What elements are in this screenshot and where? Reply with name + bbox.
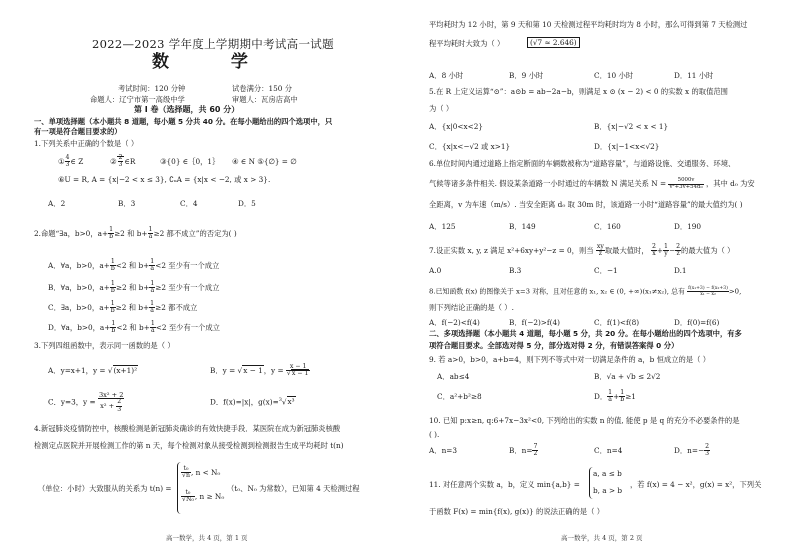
q7-option-d: D.1 (674, 266, 687, 275)
q11-case1: a, a ≤ b (593, 469, 622, 478)
exam-score: 试卷满分：150 分 (232, 84, 293, 93)
q10-line2: ( ). (429, 430, 440, 439)
q1-option-c: C．4 (180, 199, 198, 208)
q8-option-d: D．f(0)=f(6) (674, 318, 720, 327)
q4-line1: 4.新冠肺炎疫情防控中，核酸检测是新冠肺炎确诊的有效快捷手段．某医院在成为新冠肺炎核酸 (34, 424, 341, 433)
q10-option-a: A．n=3 (429, 446, 458, 455)
q1-item6: ⑥U = R, A = {x|−2 < x ≤ 3}, ∁ᵤA = {x|x < −2, 或 x > 3}. (58, 175, 271, 184)
q7-option-a: A.0 (429, 266, 442, 275)
q4-cont-line2: 程平均耗时大致为（ ） (429, 39, 505, 48)
q2-option-d: D．∀a，b>0，a+ $\frac{1}{b}$ <2 和 b+ $\frac{1}{a}$ <2 至少有一个成立 (48, 320, 220, 335)
q5-line2: 为（ ） (429, 104, 454, 113)
q3-option-c: C．y=3，y = 3x² + 2 x² + $\frac{2}{3}$ (48, 391, 124, 413)
q8-option-c: C．f(1)<f(8) (594, 318, 640, 327)
q5-option-c: C．{x|x<−√2 或 x>1} (429, 142, 511, 151)
q11-case2: b, a > b (593, 486, 623, 495)
q9-stem: 9. 若 a>0，b>0，a+b=4，则下列不等式中对一切满足条件的 a，b 恒成立的是（ ） (429, 355, 711, 364)
q3-option-a: A．y=x+1，y = √(x+1)² (48, 366, 138, 375)
q10-option-c: C．n=4 (594, 446, 623, 455)
exam-title: 2022—2023 学年度上学期期中考试高一试题 (92, 37, 334, 51)
q4-line2: 检测定点医院并开展检测工作的第 n 天，每个检测对象从接受检测到检测报告生成平均耗时 t(n) (34, 441, 344, 450)
footer-page-2: 高一数学，共 4 页，第 2 页 (561, 534, 643, 542)
q11-line1a: 11. 对任意两个实数 a，b，定义 min{a,b} = (429, 480, 580, 489)
subject-title: 数 学 (152, 52, 276, 72)
q8-line1: 8.已知函数 f(x) 的图像关于 x=3 对称，且对任意的 x₁, x₂ ∈ (0, +∞)(x₁≠x₂), 总有 $\frac{\text{f(x₁+3) − f(x₂+3)}}{\text{x₁ − x₂}}$ >0, (429, 286, 742, 297)
q5-line1: 5.在 R 上定义运算“⊙”：a⊙b = ab−2a−b，则满足 x ⊙ (x − 2) < 0 的实数 x 的取值范围 (429, 87, 728, 96)
q9-option-b: B．√a + √b ≤ 2√2 (594, 372, 661, 381)
q11-line1b: ，若 f(x) = 4 − x²，g(x) = x²，下列关 (630, 480, 762, 489)
section-two-line2: 项符合题目要求。全部选对得 5 分，部分选对得 2 分，有错误答案得 0 分） (429, 341, 679, 350)
q4-option-c: C．10 小时 (594, 71, 634, 80)
q10-option-d: D．n=− $\frac{2}{3}$ (674, 443, 710, 458)
part-one-heading: 第 Ⅰ 卷（选择题，共 60 分） (134, 105, 240, 114)
q6-option-b: B．149 (509, 222, 536, 231)
q1-option-b: B．3 (118, 199, 136, 208)
footer-page-1: 高一数学，共 4 页，第 1 页 (166, 534, 248, 542)
q7-line1: 7.设正实数 x, y, z 满足 x²+6xy+y²−z = 0，则当 $\frac{xy}{z}$ 取最大值时， $\frac{2}{x}$ + $\frac{1}{y}$ − $\frac{2}{z}$ 的最大值为（ ） (429, 243, 735, 258)
q9-option-a: A．ab≤4 (437, 372, 470, 381)
q1-item1: ① $\frac{4}{3}$ ∈ Z (58, 154, 84, 169)
q10-line1: 10. 已知 p:x≥n, q:6+7x−3x²<0, 下列给出的实数 n 的值, 能使 p 是 q 的充分不必要条件的是 (429, 416, 740, 425)
exam-author: 命题人：辽宁市第一高级中学 (90, 95, 185, 104)
q2-option-c: C．∃a，b>0，a+ $\frac{1}{b}$ ≥2 和 b+ $\frac{1}{a}$ ≥2 都不成立 (48, 300, 198, 315)
q9-option-c: C．a²+b²≥8 (437, 392, 482, 401)
q6-option-d: D．190 (674, 222, 702, 231)
q9-option-d: D． $\frac{1}{a}$ + $\frac{1}{b}$ ≥1 (594, 389, 636, 404)
q5-option-d: D．{x|−1<x<√2} (594, 142, 660, 151)
q2-option-b: B．∀a，b>0，a+ $\frac{1}{b}$ ≥2 和 b+ $\frac{1}{a}$ ≥2 至少有一个成立 (48, 280, 220, 295)
q7-option-b: B.3 (509, 266, 522, 275)
q1-option-a: A．2 (48, 199, 66, 208)
page-2 (397, 0, 794, 558)
q1-option-d: D．5 (238, 199, 256, 208)
q6-option-c: C．160 (594, 222, 621, 231)
q8-option-b: B．f(−2)>f(4) (509, 318, 560, 327)
q6-option-a: A．125 (429, 222, 456, 231)
q4-case1: $\frac{\text{t₀}}{√n}$ , n < N₀ (182, 465, 221, 480)
exam-reviewer: 审题人：瓦房店高中 (232, 95, 298, 104)
q1-item4: ④ ∈ N ⑤{∅} = ∅ (232, 157, 297, 166)
q2-option-a: A．∀a，b>0，a+ $\frac{1}{b}$ <2 和 b+ $\frac{1}{a}$ <2 至少有一个成立 (48, 258, 220, 273)
section-two-line1: 二、多项选择题（本小题共 4 道题，每小题 5 分，共 20 分。在每小题给出的四个选项中，有多 (429, 329, 742, 338)
section-one-line2: 有一项是符合题目要求的） (34, 127, 122, 136)
q4-line3b: （t₀、N₀ 为常数），已知第 4 天检测过程 (227, 484, 360, 493)
q4-option-a: A．8 小时 (429, 71, 464, 80)
q3-option-d: D．f(x)=|x|，g(x)=$^3$√x³ (210, 397, 295, 407)
q4-option-b: B．9 小时 (509, 71, 544, 80)
q6-line1: 6.单位时间内通过道路上指定断面的车辆数被称为“道路容量”，与道路设施、交通服务、环境、 (429, 159, 736, 168)
q4-approx: (√7 ≈ 2.646) (527, 37, 580, 48)
q3-stem: 3.下列四组函数中，表示同一函数的是（ ） (34, 341, 175, 350)
q1-item3: ③{0} ∈｛0，1｝ (160, 157, 220, 166)
section-one-line1: 一、单项选择题（本小题共 8 道题，每小题 5 分共 40 分。在每小题给出的四个选项中，只 (34, 117, 333, 126)
q10-option-b: B．n= $\frac{7}{2}$ (509, 443, 538, 458)
q11-line2: 于函数 F(x) = min{f(x), g(x)} 的说法正确的是（ ） (429, 507, 605, 516)
q4-cont-line1: 平均耗时为 12 小时，第 9 天和第 10 天检测过程平均耗时均为 8 小时，那么可得到第 7 天检测过 (429, 20, 748, 29)
exam-time: 考试时间：120 分钟 (118, 84, 186, 93)
q5-option-a: A．{x|0<x<2} (429, 122, 484, 131)
q4-case2: $\frac{\text{t₀}}{\text{√N₀}}$ , n ≥ N₀ (182, 489, 225, 504)
q6-line3: 全距离，v 为车速（m/s）. 当安全距离 d₀ 取 30m 时，该道路一小时“道路容量”的最大值约为( ) (429, 200, 743, 209)
q8-line2: 则下列结论正确的是（ ）. (429, 303, 514, 312)
q3-option-b: B．y = √x − 1，y = $\frac{x - 1}{√x - 1}$ (210, 363, 309, 378)
q6-line2: 气候等诸多条件相关. 假设某条道路一小时通过的车辆数 N 满足关系 N = $\frac{5000v}{\text{v²+3v+54d₀}}$ ，其中 d₀ 为安 (429, 177, 755, 190)
q5-option-b: B．{x|−√2 < x < 1} (594, 122, 669, 131)
q2-stem: 2.命题“∃a，b>0，a+ $\frac{1}{b}$ ≥2 和 b+ $\frac{1}{a}$ ≥2 都不成立”的否定为( ) (34, 226, 237, 241)
q4-option-d: D．11 小时 (674, 71, 714, 80)
q4-line3a: （单位：小时）大致服从的关系为 t(n) = (38, 484, 172, 493)
q1-item2: ② $\frac{2}{3}$ ∈R (110, 154, 136, 169)
q7-option-c: C．−1 (594, 266, 618, 275)
q1-stem: 1.下列关系中正确的个数是（ ） (34, 139, 139, 148)
q8-option-a: A．f(−2)<f(4) (429, 318, 480, 327)
